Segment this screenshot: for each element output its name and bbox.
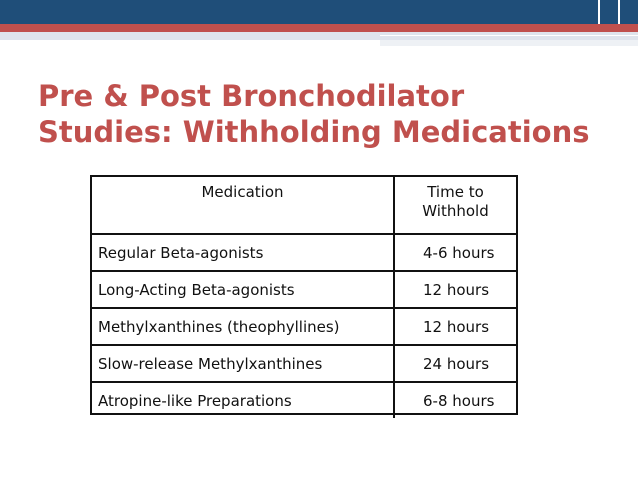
table-row [92,382,516,418]
table-row [92,234,516,271]
header-light-band-tail [380,40,638,46]
banner-hairline [380,35,638,36]
header-accent-stripe [0,24,638,32]
table-row [92,345,516,382]
banner-divider [618,0,620,24]
banner-divider [598,0,600,24]
slide-title-line-2: Studies: Withholding Medications [38,115,590,149]
table-header-row [92,177,516,234]
slide-title-line-1: Pre & Post Bronchodilator [38,79,465,113]
header-banner [0,0,638,24]
time-cell: 12 hours [394,308,516,345]
header-light-band [0,32,638,40]
medication-cell: Atropine-like Preparations [92,382,394,418]
medication-cell: Slow-release Methylxanthines [92,345,394,382]
time-cell: 4-6 hours [394,234,516,271]
table-row [92,271,516,308]
header-time-to-withhold [394,177,516,234]
header-medication: Medication [92,177,394,234]
header-time-line-1: Time to [427,183,484,201]
time-cell: 24 hours [394,345,516,382]
header-time-line-2: Withhold [422,202,489,220]
slide-title [38,78,589,150]
medication-cell: Methylxanthines (theophyllines) [92,308,394,345]
time-cell: 6-8 hours [394,382,516,418]
medication-table [92,177,516,418]
medication-cell: Regular Beta-agonists [92,234,394,271]
table-row [92,308,516,345]
time-cell: 12 hours [394,271,516,308]
medication-cell: Long-Acting Beta-agonists [92,271,394,308]
medication-table-image [90,175,518,415]
